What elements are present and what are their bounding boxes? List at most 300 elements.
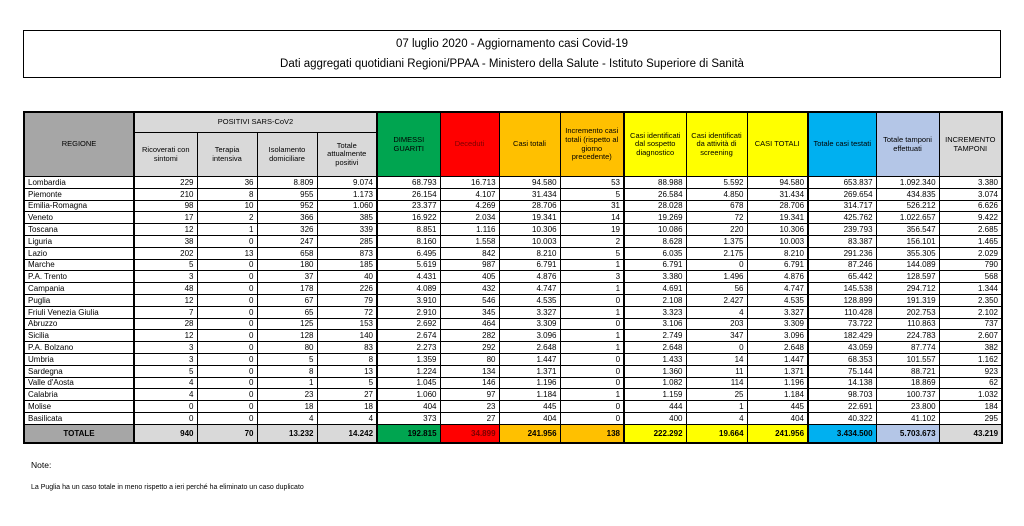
region-cell: Veneto xyxy=(24,212,134,224)
value-cell: 3.096 xyxy=(747,330,808,342)
value-cell: 385 xyxy=(317,212,377,224)
value-cell: 0 xyxy=(134,401,197,413)
totals-value-cell: 70 xyxy=(197,424,257,443)
value-cell: 295 xyxy=(939,412,1002,424)
value-cell: 2.648 xyxy=(499,342,560,354)
table-row xyxy=(24,188,1002,200)
region-cell: P.A. Trento xyxy=(24,271,134,283)
value-cell: 5 xyxy=(317,377,377,389)
value-cell: 653.837 xyxy=(808,177,876,189)
value-cell: 79 xyxy=(317,294,377,306)
value-cell: 4.089 xyxy=(377,283,440,295)
value-cell: 425.762 xyxy=(808,212,876,224)
value-cell: 1.173 xyxy=(317,188,377,200)
value-cell: 31.434 xyxy=(747,188,808,200)
value-cell: 4 xyxy=(134,377,197,389)
value-cell: 28 xyxy=(134,318,197,330)
table-row xyxy=(24,177,1002,189)
value-cell: 4 xyxy=(686,412,747,424)
value-cell: 18 xyxy=(317,401,377,413)
value-cell: 224.783 xyxy=(876,330,939,342)
value-cell: 4.850 xyxy=(686,188,747,200)
value-cell: 5 xyxy=(257,353,317,365)
value-cell: 1.184 xyxy=(747,389,808,401)
value-cell: 3 xyxy=(134,271,197,283)
value-cell: 1.447 xyxy=(747,353,808,365)
table-row xyxy=(24,200,1002,212)
value-cell: 0 xyxy=(560,294,624,306)
value-cell: 98 xyxy=(134,200,197,212)
value-cell: 2.350 xyxy=(939,294,1002,306)
value-cell: 3.380 xyxy=(624,271,686,283)
value-cell: 41.102 xyxy=(876,412,939,424)
value-cell: 3.323 xyxy=(624,306,686,318)
value-cell: 0 xyxy=(197,389,257,401)
value-cell: 125 xyxy=(257,318,317,330)
value-cell: 3.309 xyxy=(747,318,808,330)
totals-value-cell: 192.815 xyxy=(377,424,440,443)
value-cell: 5.619 xyxy=(377,259,440,271)
value-cell: 2.029 xyxy=(939,247,1002,259)
column-subheader-2: Terapia intensiva xyxy=(197,133,257,177)
value-cell: 3 xyxy=(134,342,197,354)
value-cell: 404 xyxy=(747,412,808,424)
value-cell: 2.749 xyxy=(624,330,686,342)
value-cell: 1.184 xyxy=(499,389,560,401)
value-cell: 203 xyxy=(686,318,747,330)
table-row xyxy=(24,212,1002,224)
value-cell: 94.580 xyxy=(499,177,560,189)
value-cell: 98.703 xyxy=(808,389,876,401)
region-cell: Abruzzo xyxy=(24,318,134,330)
value-cell: 114 xyxy=(686,377,747,389)
value-cell: 952 xyxy=(257,200,317,212)
value-cell: 110.863 xyxy=(876,318,939,330)
value-cell: 12 xyxy=(134,330,197,342)
value-cell: 40.322 xyxy=(808,412,876,424)
value-cell: 25 xyxy=(686,389,747,401)
table-row xyxy=(24,318,1002,330)
value-cell: 72 xyxy=(317,306,377,318)
value-cell: 526.212 xyxy=(876,200,939,212)
value-cell: 62 xyxy=(939,377,1002,389)
value-cell: 18 xyxy=(257,401,317,413)
value-cell: 1.196 xyxy=(747,377,808,389)
value-cell: 134 xyxy=(440,365,499,377)
report-subtitle: Dati aggregati quotidiani Regioni/PPAA - Ministero della Salute - Istituto Superiore di Sanità xyxy=(280,57,744,70)
value-cell: 191.319 xyxy=(876,294,939,306)
value-cell: 10.086 xyxy=(624,224,686,236)
value-cell: 8 xyxy=(257,365,317,377)
totals-value-cell: 14.242 xyxy=(317,424,377,443)
value-cell: 366 xyxy=(257,212,317,224)
value-cell: 6.791 xyxy=(747,259,808,271)
value-cell: 68.793 xyxy=(377,177,440,189)
region-cell: Liguria xyxy=(24,235,134,247)
column-header-8: Incremento casi totali (rispetto al giorno precedente) xyxy=(560,112,624,177)
totals-value-cell: 43.219 xyxy=(939,424,1002,443)
table-row xyxy=(24,377,1002,389)
value-cell: 19 xyxy=(560,224,624,236)
value-cell: 1 xyxy=(560,259,624,271)
value-cell: 14.138 xyxy=(808,377,876,389)
value-cell: 26.154 xyxy=(377,188,440,200)
value-cell: 0 xyxy=(197,401,257,413)
value-cell: 339 xyxy=(317,224,377,236)
table-row xyxy=(24,401,1002,413)
report-date-title: 07 luglio 2020 - Aggiornamento casi Covid-19 xyxy=(395,38,629,51)
totals-value-cell: 3.434.500 xyxy=(808,424,876,443)
value-cell: 5.592 xyxy=(686,177,747,189)
value-cell: 1.371 xyxy=(747,365,808,377)
value-cell: 0 xyxy=(197,294,257,306)
value-cell: 1.082 xyxy=(624,377,686,389)
value-cell: 36 xyxy=(197,177,257,189)
value-cell: 2.607 xyxy=(939,330,1002,342)
value-cell: 16.922 xyxy=(377,212,440,224)
value-cell: 2.108 xyxy=(624,294,686,306)
value-cell: 80 xyxy=(257,342,317,354)
value-cell: 65 xyxy=(257,306,317,318)
value-cell: 3.327 xyxy=(747,306,808,318)
value-cell: 4.747 xyxy=(499,283,560,295)
value-cell: 0 xyxy=(197,342,257,354)
value-cell: 382 xyxy=(939,342,1002,354)
value-cell: 80 xyxy=(440,353,499,365)
value-cell: 68.353 xyxy=(808,353,876,365)
value-cell: 226 xyxy=(317,283,377,295)
value-cell: 10.003 xyxy=(499,235,560,247)
value-cell: 0 xyxy=(560,318,624,330)
value-cell: 2.175 xyxy=(686,247,747,259)
value-cell: 3.096 xyxy=(499,330,560,342)
column-subheader-4: Totale attualmente positivi xyxy=(317,133,377,177)
value-cell: 146 xyxy=(440,377,499,389)
value-cell: 8.160 xyxy=(377,235,440,247)
value-cell: 790 xyxy=(939,259,1002,271)
value-cell: 1.465 xyxy=(939,235,1002,247)
value-cell: 31.434 xyxy=(499,188,560,200)
value-cell: 19.341 xyxy=(747,212,808,224)
value-cell: 5 xyxy=(560,188,624,200)
value-cell: 3 xyxy=(134,353,197,365)
region-cell: Umbria xyxy=(24,353,134,365)
value-cell: 27 xyxy=(317,389,377,401)
value-cell: 12 xyxy=(134,224,197,236)
value-cell: 873 xyxy=(317,247,377,259)
value-cell: 1.496 xyxy=(686,271,747,283)
value-cell: 285 xyxy=(317,235,377,247)
value-cell: 13 xyxy=(197,247,257,259)
value-cell: 185 xyxy=(317,259,377,271)
value-cell: 4 xyxy=(257,412,317,424)
value-cell: 27 xyxy=(440,412,499,424)
region-cell: Piemonte xyxy=(24,188,134,200)
value-cell: 4.107 xyxy=(440,188,499,200)
region-cell: Calabria xyxy=(24,389,134,401)
value-cell: 100.737 xyxy=(876,389,939,401)
value-cell: 2.692 xyxy=(377,318,440,330)
value-cell: 1.162 xyxy=(939,353,1002,365)
value-cell: 4.535 xyxy=(499,294,560,306)
value-cell: 0 xyxy=(560,377,624,389)
value-cell: 13 xyxy=(317,365,377,377)
value-cell: 1.196 xyxy=(499,377,560,389)
value-cell: 568 xyxy=(939,271,1002,283)
value-cell: 355.305 xyxy=(876,247,939,259)
value-cell: 0 xyxy=(134,412,197,424)
value-cell: 1.224 xyxy=(377,365,440,377)
value-cell: 2.102 xyxy=(939,306,1002,318)
region-cell: Campania xyxy=(24,283,134,295)
value-cell: 4.876 xyxy=(747,271,808,283)
value-cell: 1.344 xyxy=(939,283,1002,295)
column-header-9: Casi identificati dal sospetto diagnostico xyxy=(624,112,686,177)
value-cell: 38 xyxy=(134,235,197,247)
value-cell: 923 xyxy=(939,365,1002,377)
column-header-11: CASI TOTALI xyxy=(747,112,808,177)
region-cell: Sardegna xyxy=(24,365,134,377)
value-cell: 0 xyxy=(560,353,624,365)
value-cell: 88.988 xyxy=(624,177,686,189)
table-row xyxy=(24,389,1002,401)
value-cell: 229 xyxy=(134,177,197,189)
column-header-14: INCREMENTO TAMPONI xyxy=(939,112,1002,177)
value-cell: 3.309 xyxy=(499,318,560,330)
value-cell: 4.431 xyxy=(377,271,440,283)
table-body xyxy=(24,177,1002,443)
value-cell: 2 xyxy=(560,235,624,247)
value-cell: 1.116 xyxy=(440,224,499,236)
value-cell: 0 xyxy=(197,259,257,271)
value-cell: 3.327 xyxy=(499,306,560,318)
totals-value-cell: 940 xyxy=(134,424,197,443)
value-cell: 842 xyxy=(440,247,499,259)
table-row xyxy=(24,412,1002,424)
table-row xyxy=(24,294,1002,306)
value-cell: 6.791 xyxy=(624,259,686,271)
value-cell: 23.377 xyxy=(377,200,440,212)
value-cell: 1.060 xyxy=(377,389,440,401)
value-cell: 1.371 xyxy=(499,365,560,377)
value-cell: 2.273 xyxy=(377,342,440,354)
value-cell: 432 xyxy=(440,283,499,295)
value-cell: 269.654 xyxy=(808,188,876,200)
value-cell: 19.341 xyxy=(499,212,560,224)
value-cell: 6.035 xyxy=(624,247,686,259)
region-cell: Sicilia xyxy=(24,330,134,342)
value-cell: 0 xyxy=(686,342,747,354)
value-cell: 48 xyxy=(134,283,197,295)
value-cell: 1 xyxy=(560,342,624,354)
value-cell: 10 xyxy=(197,200,257,212)
value-cell: 0 xyxy=(197,330,257,342)
value-cell: 26.584 xyxy=(624,188,686,200)
value-cell: 0 xyxy=(197,365,257,377)
table-row xyxy=(24,330,1002,342)
covid-regions-table xyxy=(23,111,1003,444)
value-cell: 373 xyxy=(377,412,440,424)
value-cell: 87.774 xyxy=(876,342,939,354)
value-cell: 2.648 xyxy=(624,342,686,354)
value-cell: 184 xyxy=(939,401,1002,413)
value-cell: 22.691 xyxy=(808,401,876,413)
value-cell: 8.210 xyxy=(499,247,560,259)
value-cell: 8.210 xyxy=(747,247,808,259)
value-cell: 14 xyxy=(686,353,747,365)
value-cell: 314.717 xyxy=(808,200,876,212)
column-group-header-positivi: POSITIVI SARS-CoV2 xyxy=(134,112,377,133)
column-header-6: Deceduti xyxy=(440,112,499,177)
value-cell: 1.359 xyxy=(377,353,440,365)
value-cell: 1.159 xyxy=(624,389,686,401)
value-cell: 3.106 xyxy=(624,318,686,330)
value-cell: 65.442 xyxy=(808,271,876,283)
value-cell: 6.626 xyxy=(939,200,1002,212)
value-cell: 180 xyxy=(257,259,317,271)
table-row xyxy=(24,283,1002,295)
value-cell: 282 xyxy=(440,330,499,342)
report-title-box xyxy=(23,30,1001,78)
value-cell: 37 xyxy=(257,271,317,283)
value-cell: 0 xyxy=(197,283,257,295)
value-cell: 239.793 xyxy=(808,224,876,236)
value-cell: 9.074 xyxy=(317,177,377,189)
value-cell: 9.422 xyxy=(939,212,1002,224)
region-cell: Lombardia xyxy=(24,177,134,189)
column-header-12: Totale casi testati xyxy=(808,112,876,177)
value-cell: 345 xyxy=(440,306,499,318)
region-cell: Valle d'Aosta xyxy=(24,377,134,389)
value-cell: 434.835 xyxy=(876,188,939,200)
value-cell: 23 xyxy=(440,401,499,413)
value-cell: 1.433 xyxy=(624,353,686,365)
column-header-13: Totale tamponi effettuati xyxy=(876,112,939,177)
value-cell: 1 xyxy=(560,389,624,401)
region-cell: Marche xyxy=(24,259,134,271)
value-cell: 546 xyxy=(440,294,499,306)
value-cell: 23 xyxy=(257,389,317,401)
value-cell: 144.089 xyxy=(876,259,939,271)
value-cell: 72 xyxy=(686,212,747,224)
value-cell: 1 xyxy=(197,224,257,236)
column-subheader-1: Ricoverati con sintomi xyxy=(134,133,197,177)
value-cell: 73.722 xyxy=(808,318,876,330)
value-cell: 1 xyxy=(686,401,747,413)
value-cell: 43.059 xyxy=(808,342,876,354)
value-cell: 445 xyxy=(499,401,560,413)
value-cell: 182.429 xyxy=(808,330,876,342)
value-cell: 10.306 xyxy=(747,224,808,236)
value-cell: 8.809 xyxy=(257,177,317,189)
value-cell: 17 xyxy=(134,212,197,224)
value-cell: 220 xyxy=(686,224,747,236)
value-cell: 4 xyxy=(317,412,377,424)
value-cell: 955 xyxy=(257,188,317,200)
value-cell: 292 xyxy=(440,342,499,354)
region-cell: Emilia-Romagna xyxy=(24,200,134,212)
value-cell: 1 xyxy=(257,377,317,389)
value-cell: 140 xyxy=(317,330,377,342)
table-row xyxy=(24,365,1002,377)
value-cell: 110.428 xyxy=(808,306,876,318)
value-cell: 1.558 xyxy=(440,235,499,247)
table-row xyxy=(24,306,1002,318)
value-cell: 3.910 xyxy=(377,294,440,306)
value-cell: 0 xyxy=(197,306,257,318)
value-cell: 0 xyxy=(686,259,747,271)
value-cell: 0 xyxy=(560,365,624,377)
value-cell: 10.306 xyxy=(499,224,560,236)
value-cell: 128.597 xyxy=(876,271,939,283)
value-cell: 444 xyxy=(624,401,686,413)
value-cell: 87.246 xyxy=(808,259,876,271)
value-cell: 128 xyxy=(257,330,317,342)
value-cell: 101.557 xyxy=(876,353,939,365)
value-cell: 5 xyxy=(134,365,197,377)
value-cell: 16.713 xyxy=(440,177,499,189)
value-cell: 658 xyxy=(257,247,317,259)
value-cell: 56 xyxy=(686,283,747,295)
value-cell: 4 xyxy=(134,389,197,401)
value-cell: 4.535 xyxy=(747,294,808,306)
totals-value-cell: 222.292 xyxy=(624,424,686,443)
value-cell: 2.685 xyxy=(939,224,1002,236)
column-header-10: Casi identificati da attività di screening xyxy=(686,112,747,177)
value-cell: 11 xyxy=(686,365,747,377)
value-cell: 8.851 xyxy=(377,224,440,236)
value-cell: 40 xyxy=(317,271,377,283)
value-cell: 10.003 xyxy=(747,235,808,247)
value-cell: 2.034 xyxy=(440,212,499,224)
column-header-5: DIMESSI GUARITI xyxy=(377,112,440,177)
value-cell: 75.144 xyxy=(808,365,876,377)
value-cell: 83 xyxy=(317,342,377,354)
value-cell: 4.269 xyxy=(440,200,499,212)
value-cell: 28.706 xyxy=(499,200,560,212)
table-row xyxy=(24,247,1002,259)
totals-value-cell: 241.956 xyxy=(499,424,560,443)
value-cell: 8 xyxy=(317,353,377,365)
value-cell: 1.447 xyxy=(499,353,560,365)
value-cell: 145.538 xyxy=(808,283,876,295)
value-cell: 28.028 xyxy=(624,200,686,212)
totals-value-cell: 13.232 xyxy=(257,424,317,443)
value-cell: 2.427 xyxy=(686,294,747,306)
value-cell: 678 xyxy=(686,200,747,212)
value-cell: 0 xyxy=(560,412,624,424)
value-cell: 97 xyxy=(440,389,499,401)
table-row xyxy=(24,353,1002,365)
value-cell: 3 xyxy=(560,271,624,283)
value-cell: 4.747 xyxy=(747,283,808,295)
table-row xyxy=(24,259,1002,271)
value-cell: 1.360 xyxy=(624,365,686,377)
value-cell: 23.800 xyxy=(876,401,939,413)
value-cell: 405 xyxy=(440,271,499,283)
value-cell: 5 xyxy=(134,259,197,271)
totals-value-cell: 5.703.673 xyxy=(876,424,939,443)
value-cell: 31 xyxy=(560,200,624,212)
notes-line: La Puglia ha un caso totale in meno rispetto a ieri perché ha eliminato un caso duplicato xyxy=(31,484,304,491)
value-cell: 356.547 xyxy=(876,224,939,236)
value-cell: 4.876 xyxy=(499,271,560,283)
value-cell: 94.580 xyxy=(747,177,808,189)
value-cell: 19.269 xyxy=(624,212,686,224)
region-cell: Molise xyxy=(24,401,134,413)
value-cell: 404 xyxy=(499,412,560,424)
value-cell: 210 xyxy=(134,188,197,200)
